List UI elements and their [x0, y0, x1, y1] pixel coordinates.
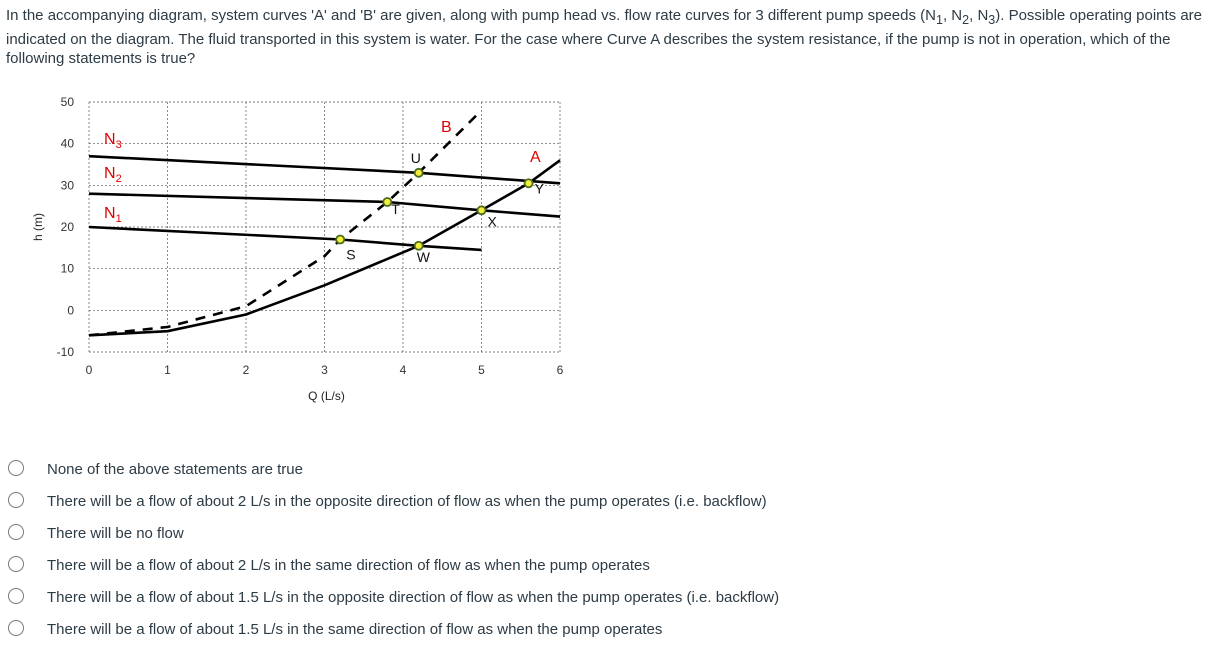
radio-button[interactable]	[8, 620, 24, 636]
answer-option[interactable]	[8, 586, 908, 618]
n1-sub: 1	[936, 13, 943, 27]
question-prefix: In the accompanying diagram, system curves 'A' and 'B' are given, along with pump head vs. flow rate curves for 3 different pump speeds (	[6, 7, 926, 24]
n3-sub: 3	[988, 13, 996, 27]
y-tick-label: 10	[60, 261, 74, 276]
answer-option[interactable]	[8, 522, 908, 554]
n3-symbol: N	[977, 7, 989, 24]
curve-label-B	[441, 119, 452, 136]
answer-label: None of the above statements are true	[47, 461, 303, 478]
curve-label-sub: 1	[115, 213, 122, 225]
x-axis-label: Q (L/s)	[308, 389, 345, 403]
radio-button[interactable]	[8, 460, 24, 476]
answer-label: There will be a flow of about 1.5 L/s in the opposite direction of flow as when the pump operates (i.e. backflow)	[47, 589, 780, 606]
n2-sub: 2	[962, 13, 970, 27]
answer-option[interactable]	[8, 618, 908, 650]
x-tick-label: 4	[399, 363, 407, 377]
point-label-U: U	[410, 149, 421, 166]
x-tick-label: 1	[164, 363, 171, 377]
question-text	[6, 6, 1218, 68]
answer-label: There will be a flow of about 2 L/s in the opposite direction of flow as when the pump operates (i.e. backflow)	[47, 493, 767, 510]
y-tick-label: 0	[67, 303, 74, 318]
point-label-T: T	[391, 201, 400, 217]
n2-symbol: N	[951, 7, 963, 24]
answer-option[interactable]	[8, 554, 908, 586]
radio-button[interactable]	[8, 588, 24, 604]
n1-symbol: N	[925, 7, 936, 24]
curve-label-N3	[104, 131, 122, 151]
y-tick-label: 20	[60, 220, 74, 234]
curve-label-A	[530, 149, 541, 166]
answer-label: There will be a flow of about 2 L/s in the same direction of flow as when the pump operates	[47, 557, 650, 574]
separator: ,	[942, 7, 952, 24]
point-label-Y: Y	[534, 180, 544, 197]
pump-system-chart	[0, 90, 600, 420]
curve-label-main: N	[104, 205, 116, 222]
operating-point-Y	[525, 179, 533, 187]
x-tick-label: 5	[478, 363, 485, 377]
curve-label-main: N	[104, 165, 116, 182]
answer-option[interactable]	[8, 490, 908, 522]
radio-button[interactable]	[8, 492, 24, 508]
point-label-W: W	[416, 248, 430, 265]
x-tick-label: 2	[242, 363, 250, 377]
curve-label-main: N	[104, 131, 116, 148]
point-label-X: X	[487, 213, 497, 230]
y-tick-label: -10	[56, 345, 74, 359]
answer-label: There will be a flow of about 1.5 L/s in the same direction of flow as when the pump operates	[47, 621, 663, 638]
y-tick-label: 50	[60, 95, 74, 109]
question-suffix: ). Possible operating points are indicated on the diagram. The fluid transported in this system is water. For the case where Curve A describes the system resistance, if the pump is not in operation, which of the following statements is true?	[6, 7, 1203, 67]
curve-label-sub: 3	[115, 139, 122, 151]
answer-list	[8, 458, 908, 650]
curve-label-sub: 2	[115, 173, 122, 185]
answer-label: There will be no flow	[47, 525, 184, 542]
y-axis-label: h (m)	[31, 213, 45, 241]
curve-label-N2	[104, 165, 122, 185]
curve-label-main: B	[441, 119, 452, 136]
x-tick-label: 0	[85, 363, 93, 377]
point-label-S: S	[346, 246, 356, 263]
radio-button[interactable]	[8, 524, 24, 540]
radio-button[interactable]	[8, 556, 24, 572]
operating-point-X	[478, 206, 486, 214]
x-tick-label: 3	[321, 363, 328, 377]
separator: ,	[969, 7, 978, 24]
y-tick-label: 40	[60, 136, 74, 151]
operating-point-S	[336, 236, 344, 244]
curve-B	[89, 110, 482, 335]
y-tick-label: 30	[60, 178, 74, 193]
operating-point-T	[383, 198, 391, 206]
operating-point-U	[415, 169, 423, 177]
x-tick-label: 6	[556, 363, 564, 377]
curve-label-main: A	[530, 149, 541, 166]
answer-option[interactable]	[8, 458, 908, 490]
curve-label-N1	[104, 205, 122, 225]
